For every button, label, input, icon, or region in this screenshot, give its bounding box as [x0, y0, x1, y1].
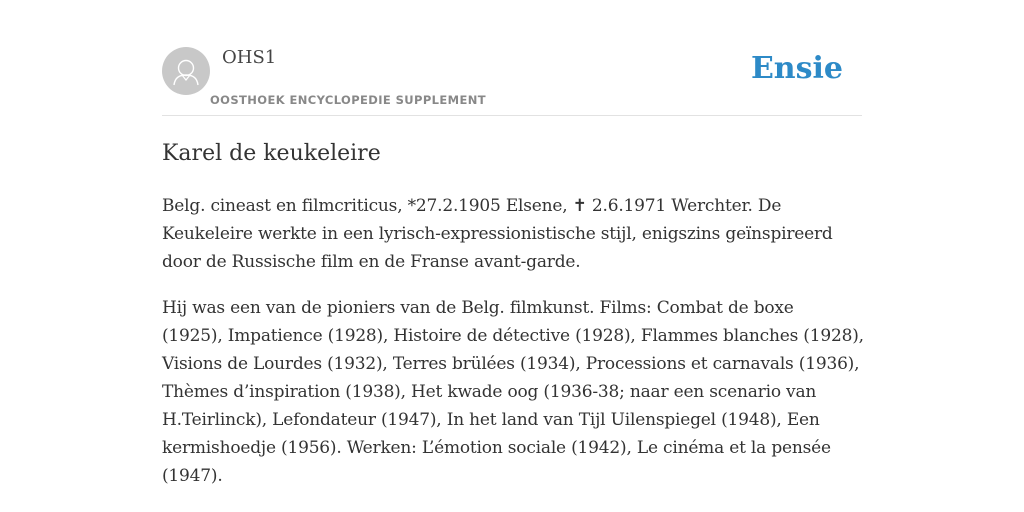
source-avatar[interactable] — [162, 47, 210, 95]
user-icon — [162, 47, 210, 95]
source-name[interactable]: OOSTHOEK ENCYCLOPEDIE SUPPLEMENT — [210, 93, 487, 107]
text-line: door de Russische film en de Franse avant-garde. — [162, 252, 581, 272]
text-line: (1947). — [162, 466, 223, 486]
header-divider — [162, 115, 862, 116]
text-line: Thèmes d’inspiration (1938), Het kwade oog (1936-38; naar een scenario van — [162, 382, 817, 402]
text-line: Belg. cineast en filmcriticus, *27.2.1905 Elsene, ✝ 2.6.1971 Werchter. De — [162, 196, 782, 216]
article-body — [162, 192, 872, 508]
source-code[interactable]: OHS1 — [222, 47, 277, 68]
text-line: Keukeleire werkte in een lyrisch-expressionistische stijl, enigszins geïnspireerd — [162, 224, 833, 244]
text-line: Hij was een van de pioniers van de Belg. filmkunst. Films: Combat de boxe — [162, 298, 794, 318]
text-line: (1925), Impatience (1928), Histoire de détective (1928), Flammes blanches (1928), — [162, 326, 864, 346]
ensie-logo[interactable]: Ensie — [750, 51, 843, 86]
text-line: Visions de Lourdes (1932), Terres brülées (1934), Processions et carnavals (1936), — [162, 354, 860, 374]
text-line: kermishoedje (1956). Werken: L’émotion sociale (1942), Le cinéma et la pensée — [162, 438, 831, 458]
text-line: H.Teirlinck), Lefondateur (1947), In het land van Tijl Uilenspiegel (1948), Een — [162, 410, 820, 430]
article-paragraph — [162, 294, 872, 490]
article-paragraph — [162, 192, 872, 276]
article-title: Karel de keukeleire — [162, 141, 381, 166]
